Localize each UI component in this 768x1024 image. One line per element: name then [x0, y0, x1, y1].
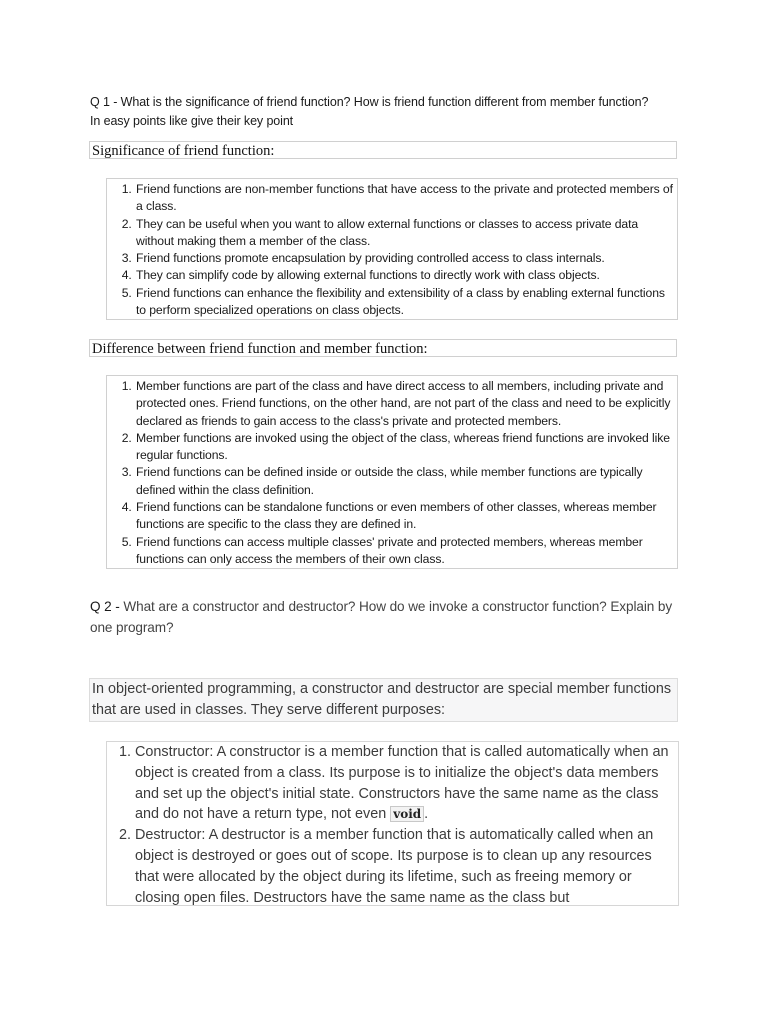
constructor-item	[135, 742, 676, 825]
answer-2-intro: In object-oriented programming, a constructor and destructor are special member functions that are used in classes. They serve different purposes:	[89, 678, 678, 722]
list-item: 3. Friend functions promote encapsulation by providing controlled access to class internals.	[135, 250, 675, 267]
constructor-text: Constructor: A constructor is a member function that is called automatically when an object is created from a class. Its purpose is to initialize the object's data members and set up the object's initial state. Constructors have the same name as the class and do not have a return type, not even	[135, 744, 669, 823]
void-keyword: void	[390, 806, 424, 822]
question-1-subtext: In easy points like give their key point	[90, 114, 294, 128]
question-1-number: Q 1 -	[90, 95, 121, 109]
significance-list	[107, 179, 677, 319]
list-item: 4. Friend functions can be standalone functions or even members of other classes, whereas member functions are specific to the class they are defined in.	[135, 499, 675, 534]
list-item: 3. Friend functions can be defined inside or outside the class, while member functions are typically defined within the class definition.	[135, 464, 675, 499]
question-1	[90, 93, 690, 131]
question-1-text: What is the significance of friend function? How is friend function different from member function?	[120, 95, 649, 109]
destructor-item: 2. Destructor: A destructor is a member function that is automatically called when an object is destroyed or goes out of scope. Its purpose is to clean up any resources that were allocated by the object during its lifetime, such as freeing memory or closing open files. Destructors have the same name as the class but	[135, 825, 676, 906]
answer-2-list-box	[106, 741, 679, 906]
list-item: 2. Member functions are invoked using the object of the class, whereas friend functions are invoked like regular functions.	[135, 430, 675, 465]
difference-list	[107, 376, 677, 568]
answer-2-list	[107, 742, 678, 906]
list-item: 1. Member functions are part of the class and have direct access to all members, including private and protected ones. Friend functions, on the other hand, are not part of the class and need to be explicitly declared as friends to gain access to the class's private and protected members.	[135, 378, 675, 430]
list-item: 2. They can be useful when you want to allow external functions or classes to access private data without making them a member of the class.	[135, 216, 675, 251]
list-item: 5. Friend functions can access multiple classes' private and protected members, whereas member functions can only access the members of their own class.	[135, 534, 675, 569]
list-item: 5. Friend functions can enhance the flexibility and extensibility of a class by enabling external functions to perform specialized operations on class objects.	[135, 285, 675, 320]
difference-list-box	[106, 375, 678, 569]
question-2	[90, 596, 690, 638]
significance-list-box	[106, 178, 678, 320]
constructor-end: .	[424, 806, 429, 823]
difference-heading: Difference between friend function and member function:	[89, 339, 677, 357]
question-2-number: Q 2 -	[90, 599, 124, 614]
list-item: 4. They can simplify code by allowing external functions to directly work with class objects.	[135, 267, 675, 284]
list-item: 1. Friend functions are non-member functions that have access to the private and protected members of a class.	[135, 181, 675, 216]
question-2-text: What are a constructor and destructor? How do we invoke a constructor function? Explain by one program?	[90, 599, 673, 635]
significance-heading: Significance of friend function:	[89, 141, 677, 159]
